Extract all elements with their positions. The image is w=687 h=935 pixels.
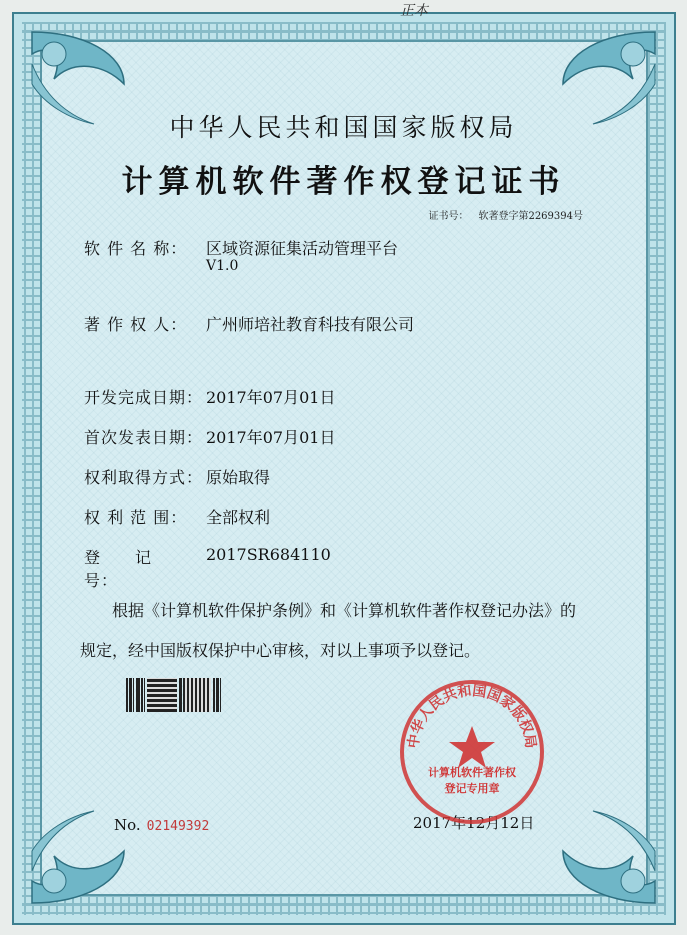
seal-ring-text: 中华人民共和国国家版权局 [405, 683, 539, 750]
acquisition-method-row [84, 465, 270, 488]
rights-scope-value: 全部权利 [206, 508, 271, 527]
copyright-owner-label: 著 作 权 人： [84, 315, 188, 334]
rights-scope-label: 权 利 范 围： [84, 508, 188, 527]
registration-no-label: 登 记 号： [84, 548, 187, 590]
issue-date: 2017年12月12日 [413, 814, 535, 832]
first-publish-date-row [84, 425, 335, 448]
body-text-line2: 规定，经中国版权保护中心审核，对以上事项予以登记。 [80, 641, 481, 660]
software-name-row [84, 236, 398, 259]
handwritten-note: 正本 [400, 3, 428, 19]
certificate-title: 计算机软件著作权登记证书 [121, 164, 566, 200]
barcode-icon [126, 678, 228, 712]
completion-date-row [84, 385, 335, 408]
corner-ornament-icon [553, 801, 663, 911]
cert-number [418, 207, 583, 222]
completion-date-value: 2017年07月01日 [206, 388, 336, 407]
software-version: V1.0 [206, 258, 239, 274]
rights-scope-row [84, 505, 270, 528]
seal-line2: 登记专用章 [444, 782, 500, 795]
serial-value: 02149392 [146, 819, 210, 834]
serial-number [114, 816, 209, 834]
issuing-agency: 中华人民共和国国家版权局 [169, 113, 518, 142]
cert-number-label: 证书号： [428, 211, 469, 222]
serial-label: No. [114, 816, 141, 834]
first-publish-date-label: 首次发表日期： [84, 428, 204, 447]
official-seal [398, 678, 546, 826]
cert-number-value: 软著登字第2269394号 [478, 211, 583, 222]
completion-date-label: 开发完成日期： [84, 388, 204, 407]
copyright-owner-row [84, 312, 414, 335]
seal-line1: 计算机软件著作权 [428, 766, 516, 779]
software-name-value: 区域资源征集活动管理平台 [206, 239, 399, 258]
copyright-owner-value: 广州师培社教育科技有限公司 [206, 315, 415, 334]
acquisition-method-value: 原始取得 [206, 468, 271, 487]
software-name-label: 软 件 名 称： [84, 239, 188, 258]
first-publish-date-value: 2017年07月01日 [206, 428, 336, 447]
registration-no-value: 2017SR684110 [206, 545, 331, 564]
body-text-line1: 根据《计算机软件保护条例》和《计算机软件著作权登记办法》的 [112, 601, 577, 620]
registration-no-row [84, 545, 331, 591]
acquisition-method-label: 权利取得方式： [84, 468, 204, 487]
star-icon [449, 726, 495, 768]
